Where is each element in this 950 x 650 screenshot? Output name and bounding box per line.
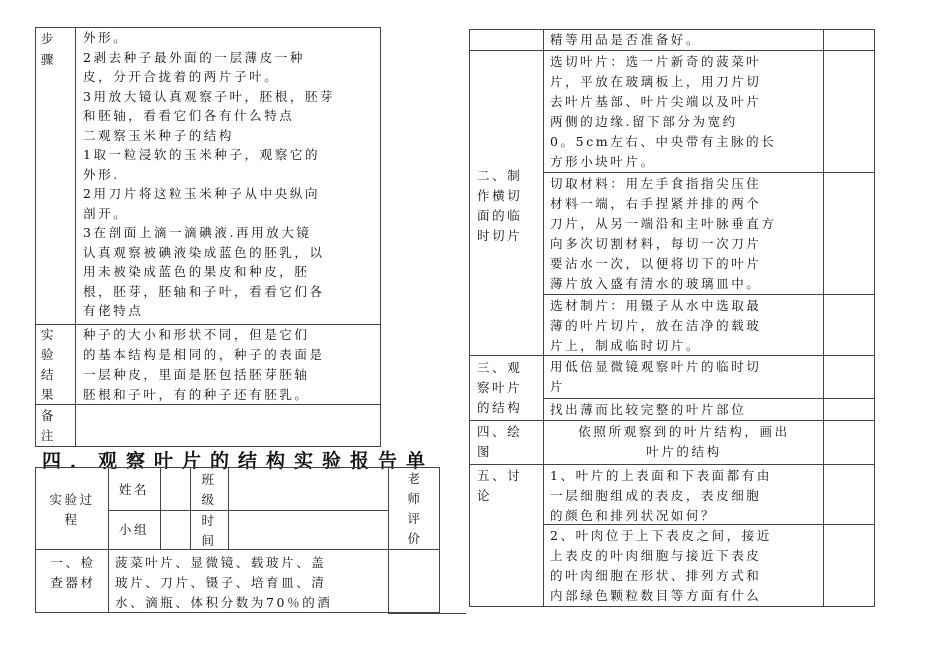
result-line: 胚根和子叶，有的种子还有胚乳。 (83, 387, 310, 402)
material-line: 向多次切割材料，每切一次刀片 (550, 236, 762, 251)
right-row-line (469, 420, 875, 421)
observe-line: 片 (550, 379, 566, 394)
material-line: 薄片放入盛有清水的玻璃皿中。 (550, 276, 762, 291)
observe-content (546, 357, 822, 397)
step-line: 二观察玉米种子的结构 (83, 127, 235, 143)
class-label-text: 班级 (201, 472, 217, 507)
slide-content (546, 296, 822, 356)
result-label (37, 325, 73, 405)
material-content (546, 174, 822, 294)
slide-line: 片上，制成临时切片。 (550, 338, 702, 353)
draw-line: 依照所观察到的叶片结构，画出 (578, 424, 790, 439)
slide-line: 薄的叶片切片，放在洁净的载玻 (550, 318, 762, 333)
step-line: 2剥去种子最外面的一层薄皮一种 (83, 49, 305, 65)
report-col-line (228, 467, 229, 549)
step-label (37, 28, 73, 70)
right-col-line (823, 29, 824, 607)
report-title: 四．观察叶片的结构实验报告单 (42, 450, 435, 472)
row0-text: 精等用品是否准备好。 (550, 32, 702, 47)
section5-label-text: 五、讨论 (477, 468, 523, 503)
cut-line: 片，平放在玻璃板上，用刀片切 (550, 74, 762, 89)
remark-label-text: 备注 (41, 408, 57, 443)
result-label-text: 实验结果 (41, 327, 57, 402)
teacher-label-text: 老师评价 (407, 471, 423, 546)
result-content (79, 325, 379, 405)
time-label (194, 511, 224, 551)
q1-line: 一层细胞组成的表皮，表皮细胞 (550, 488, 762, 503)
material-line: 切取材料：用左手食指指尖压住 (550, 176, 762, 191)
cut-line: 两侧的边缘.留下部分为宽约 (550, 114, 738, 129)
step-line: 外形。 (83, 30, 129, 45)
step-line: 有佬特点 (83, 303, 144, 318)
step-line: 3用放大镜认真观察子叶，胚根，胚芽 (83, 88, 336, 104)
slide-line: 选材制片：用镊子从水中选取最 (550, 298, 762, 313)
cut-line: 去叶片基部、叶片尖端以及叶片 (550, 94, 762, 109)
right-row-line (469, 50, 875, 51)
report-col-line (190, 467, 191, 549)
right-row-line (543, 172, 875, 173)
draw-content (546, 422, 822, 462)
report-col-line (108, 467, 109, 613)
time-label-text: 时间 (201, 513, 217, 548)
teacher-label (395, 469, 435, 549)
step-line: 根，胚芽，胚轴和子叶，看看它们各 (83, 283, 325, 299)
section4-label-text: 四、绘图 (477, 424, 523, 459)
q2-line: 内部绿色颗粒数目等方面有什么 (550, 588, 762, 603)
step-line: 2用刀片将这粒玉米种子从中央纵向 (83, 186, 321, 201)
remark-label (37, 406, 73, 446)
cut-line: 选切叶片：选一片新奇的菠菜叶 (550, 54, 762, 69)
right-col-line (543, 29, 544, 607)
class-label (194, 470, 224, 510)
process-label: 实验过程 (49, 492, 95, 527)
section3-label (471, 358, 541, 418)
section2-label (471, 166, 541, 246)
draw-line: 叶片的结构 (646, 444, 722, 459)
q2-line: 2、叶肉位于上下表皮之间，接近 (550, 528, 772, 543)
find-content: 找出薄而比较完整的叶片部位 (550, 402, 747, 417)
left-top-divider (75, 27, 76, 447)
observe-line: 用低倍显微镜观察叶片的临时切 (550, 359, 762, 374)
q2-content (546, 526, 822, 606)
material-line: 材料一端，右手捏紧并排的两个 (550, 196, 762, 211)
step-line: 用未被染成蓝色的果皮和种皮，胚 (83, 264, 310, 279)
left-bottom-extension (388, 613, 466, 614)
check-line: 玻片、刀片、镊子、培育皿、清 (115, 575, 327, 590)
q1-line: 的颜色和排列状况如何？ (550, 508, 717, 523)
q2-line: 的叶肉细胞在形状、排列方式和 (550, 568, 762, 583)
section3-label-text: 三、观察叶片的结构 (477, 360, 523, 415)
material-line: 要沾水一次，以便将切下的叶片 (550, 256, 762, 271)
right-row-line (543, 398, 875, 399)
result-line: 的基本结构是相同的，种子的表面是 (83, 347, 325, 362)
step-line: 认真观察被碘液染成蓝色的胚乳，以 (83, 244, 325, 260)
q1-content (546, 466, 822, 526)
step-content (79, 28, 379, 321)
cut-line: 0。5cm左右、中央带有主脉的长 (550, 134, 777, 149)
result-line: 一层种皮，里面是胚包括胚芽胚轴 (83, 367, 310, 382)
step-line: 3在剖面上滴一滴碘液.再用放大镜 (83, 225, 312, 240)
q2-line: 上表皮的叶肉细胞与接近下表皮 (550, 548, 762, 563)
check-label: 一、检查器材 (50, 555, 96, 590)
section5-label (471, 466, 541, 506)
step-line: 皮，分开合拢着的两片子叶。 (83, 69, 280, 84)
result-line: 种子的大小和形状不同，但是它们 (83, 327, 310, 342)
report-col-line (160, 467, 161, 549)
right-row-line (543, 294, 875, 295)
name-label: 姓名 (118, 482, 150, 497)
section4-label (471, 422, 541, 462)
section2-label-text: 二、制作横切面的临时切片 (477, 168, 523, 243)
material-line: 刀片，从另一端沿和主叶脉垂直方 (550, 216, 777, 231)
step-label-text: 步骤 (41, 31, 57, 67)
right-row-line (469, 464, 875, 465)
cut-line: 方形小块叶片。 (550, 154, 656, 169)
check-line: 水、滴瓶、体积分数为70％的酒 (115, 595, 333, 610)
step-line: 外形. (83, 166, 120, 182)
step-line: 剖开。 (83, 205, 129, 221)
cut-content (546, 52, 822, 172)
step-line: 和胚轴，看看它们各有什么特点 (83, 108, 295, 123)
group-label: 小组 (118, 522, 150, 537)
step-line: 1取一粒浸软的玉米种子，观察它的 (83, 147, 321, 162)
check-line: 菠菜叶片、显微镜、载玻片、盖 (115, 555, 327, 570)
report-row-line (35, 549, 440, 550)
check-content (111, 553, 389, 613)
q1-line: 1、叶片的上表面和下表面都有由 (550, 468, 772, 483)
report-row-line (108, 510, 388, 511)
